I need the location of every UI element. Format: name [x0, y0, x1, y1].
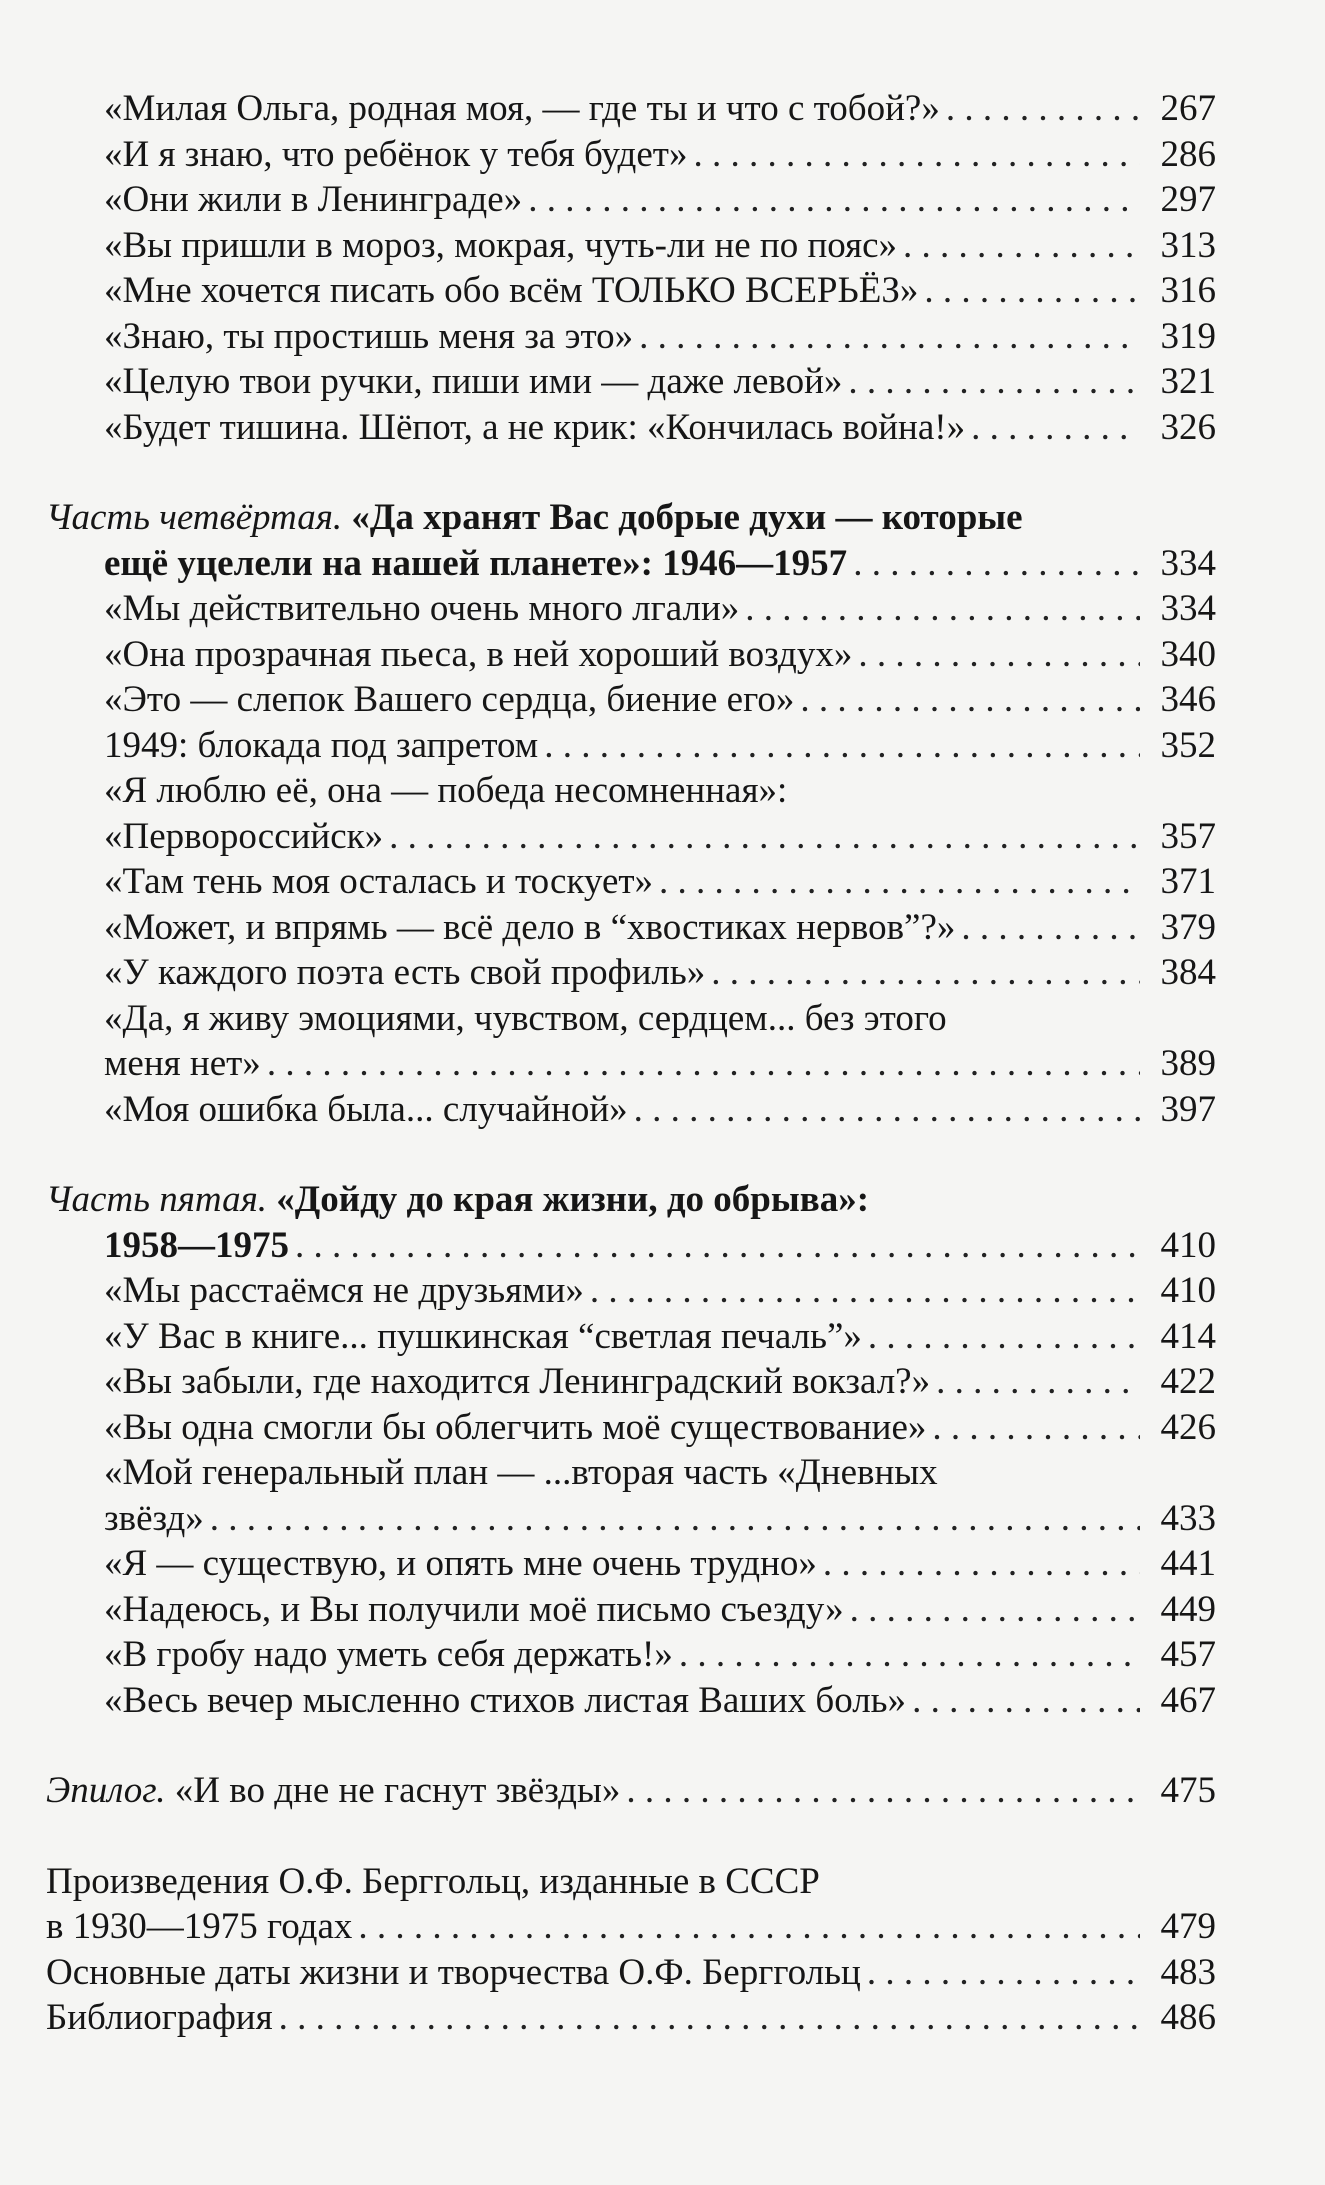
toc-entry[interactable]	[46, 1678, 1216, 1724]
entry-title: «Моя ошибка была... случайной»	[104, 1088, 628, 1130]
dot-leader	[971, 405, 1140, 451]
toc-entry[interactable]	[46, 586, 1216, 632]
page-number: 410	[1160, 1224, 1216, 1266]
toc-entry[interactable]	[46, 1314, 1216, 1360]
page-number: 267	[1160, 88, 1216, 129]
toc-entry[interactable]	[46, 859, 1216, 905]
toc-entry[interactable]	[46, 359, 1216, 405]
page-number: 422	[1160, 1361, 1216, 1402]
entry-title: «Знаю, ты простишь меня за это»	[104, 315, 634, 357]
dot-leader	[210, 1496, 1140, 1542]
dot-leader	[279, 1995, 1140, 2041]
toc-entry[interactable]	[46, 1904, 1216, 1950]
page-number: 449	[1160, 1588, 1216, 1630]
toc-entry-epilogue[interactable]	[46, 1768, 1216, 1814]
entry-title: «Вы пришли в мороз, мокрая, чуть-ли не по пояс»	[104, 224, 898, 266]
dot-leader	[848, 359, 1140, 405]
toc-entry[interactable]	[46, 1359, 1216, 1405]
toc-entry[interactable]	[46, 314, 1216, 360]
table-of-contents	[46, 86, 1216, 2041]
epilogue-label: Эпилог.	[46, 1770, 166, 1811]
toc-entry[interactable]	[46, 1041, 1216, 1087]
toc-entry[interactable]	[46, 1268, 1216, 1314]
spacer	[46, 1132, 1216, 1177]
page-number: 286	[1160, 133, 1216, 175]
entry-title: «Я люблю её, она — победа несомненная»:	[104, 770, 788, 811]
dot-leader	[389, 814, 1140, 860]
spacer	[46, 1814, 1216, 1859]
toc-entry-line[interactable]	[46, 1450, 1216, 1496]
entry-title: «Вы одна смогли бы облегчить моё существование»	[104, 1406, 927, 1448]
entry-title: «И я знаю, что ребёнок у тебя будет»	[104, 133, 688, 175]
entry-title: «Это — слепок Вашего сердца, биение его»	[104, 679, 795, 720]
part-title: ещё уцелели на нашей планете»: 1946—1957	[104, 542, 848, 584]
toc-entry[interactable]	[46, 132, 1216, 178]
page-number: 297	[1160, 179, 1216, 220]
page-number: 340	[1160, 633, 1216, 675]
entry-title: «Она прозрачная пьеса, в ней хороший воздух»	[104, 633, 853, 675]
page-number: 346	[1160, 679, 1216, 720]
toc-entry[interactable]	[46, 223, 1216, 269]
toc-entry[interactable]	[46, 1632, 1216, 1678]
dot-leader	[693, 132, 1140, 178]
dot-leader	[639, 314, 1140, 360]
part-heading-continuation[interactable]	[46, 1223, 1216, 1269]
part-label: Часть пятая.	[46, 1179, 268, 1220]
entry-title: «Милая Ольга, родная моя, — где ты и что с тобой?»	[104, 88, 940, 129]
entry-title: «Мы действительно очень много лгали»	[104, 588, 740, 629]
page-number: 326	[1160, 406, 1216, 448]
toc-entry[interactable]	[46, 1541, 1216, 1587]
entry-title: «Надеюсь, и Вы получили моё письмо съезду»	[104, 1588, 844, 1630]
dot-leader	[853, 541, 1140, 587]
entry-title: Основные даты жизни и творчества О.Ф. Берггольц	[46, 1951, 861, 1993]
entry-title: «Я — существую, и опять мне очень трудно»	[104, 1543, 817, 1584]
dot-leader	[634, 1087, 1140, 1133]
page-number: 414	[1160, 1315, 1216, 1357]
page-number: 475	[1160, 1770, 1216, 1811]
page-number: 483	[1160, 1951, 1216, 1993]
dot-leader	[932, 1405, 1140, 1451]
entry-title: в 1930—1975 годах	[46, 1906, 353, 1947]
entry-title: «Весь вечер мысленно стихов листая Ваших боль»	[104, 1679, 907, 1721]
dot-leader	[936, 1359, 1140, 1405]
page-number: 457	[1160, 1634, 1216, 1675]
toc-entry[interactable]	[46, 1496, 1216, 1542]
part-label: Часть четвёртая.	[46, 497, 343, 538]
toc-entry[interactable]	[46, 1405, 1216, 1451]
page-number: 441	[1160, 1543, 1216, 1584]
dot-leader	[903, 223, 1140, 269]
dot-leader	[823, 1541, 1140, 1587]
toc-entry[interactable]	[46, 86, 1216, 132]
part-title: «Да хранят Вас добрые духи — которые	[351, 497, 1023, 538]
entry-title: «Там тень моя осталась и тоскует»	[104, 861, 654, 902]
entry-title: «Они жили в Ленинграде»	[104, 179, 523, 220]
entry-title: «Мой генеральный план — ...вторая часть «Дневных	[104, 1452, 938, 1493]
page-number: 316	[1160, 270, 1216, 311]
toc-entry[interactable]	[46, 268, 1216, 314]
entry-title: «У Вас в книге... пушкинская “светлая печаль”»	[104, 1315, 862, 1357]
entry-title: «Да, я живу эмоциями, чувством, сердцем... без этого	[104, 997, 947, 1039]
page-number: 379	[1160, 906, 1216, 948]
toc-entry[interactable]	[46, 1950, 1216, 1996]
page-number: 486	[1160, 1997, 1216, 2038]
part-heading[interactable]	[46, 495, 1216, 541]
dot-leader	[867, 1950, 1140, 1996]
page-number: 334	[1160, 588, 1216, 629]
entry-title: «В гробу надо уметь себя держать!»	[104, 1634, 673, 1675]
toc-entry[interactable]	[46, 632, 1216, 678]
dot-leader	[295, 1223, 1140, 1269]
entry-title: Произведения О.Ф. Берггольц, изданные в СССР	[46, 1860, 820, 1902]
dot-leader	[800, 677, 1140, 723]
dot-leader	[961, 905, 1140, 951]
toc-entry[interactable]	[46, 723, 1216, 769]
toc-entry-line[interactable]	[46, 768, 1216, 814]
dot-leader	[924, 268, 1140, 314]
page-number: 426	[1160, 1406, 1216, 1448]
dot-leader	[267, 1041, 1140, 1087]
part-heading-continuation[interactable]	[46, 541, 1216, 587]
dot-leader	[912, 1678, 1140, 1724]
dot-leader	[745, 586, 1140, 632]
toc-entry[interactable]	[46, 1087, 1216, 1133]
spacer	[46, 1723, 1216, 1768]
spacer	[46, 450, 1216, 495]
toc-entry-line[interactable]	[46, 1859, 1216, 1905]
epilogue-title: «И во дне не гаснут звёзды»	[174, 1770, 621, 1811]
dot-leader	[659, 859, 1140, 905]
page-number: 313	[1160, 224, 1216, 266]
dot-leader	[946, 86, 1140, 132]
dot-leader	[868, 1314, 1140, 1360]
page-number: 371	[1160, 861, 1216, 902]
page-number: 334	[1160, 542, 1216, 584]
part-title: «Дойду до края жизни, до обрыва»:	[276, 1179, 870, 1220]
part-heading[interactable]	[46, 1177, 1216, 1223]
entry-title: «Мы расстаёмся не друзьями»	[104, 1270, 584, 1311]
page-number: 357	[1160, 815, 1216, 857]
dot-leader	[679, 1632, 1140, 1678]
dot-leader	[590, 1268, 1140, 1314]
entry-title: «Может, и впрямь — всё дело в “хвостиках нервов”?»	[104, 906, 956, 948]
toc-entry-line[interactable]	[46, 996, 1216, 1042]
toc-entry[interactable]	[46, 1995, 1216, 2041]
entry-title: 1949: блокада под запретом	[104, 724, 539, 766]
entry-title: «Будет тишина. Шёпот, а не крик: «Кончилась война!»	[104, 406, 966, 448]
dot-leader	[528, 177, 1140, 223]
toc-entry[interactable]	[46, 177, 1216, 223]
page-number: 433	[1160, 1497, 1216, 1539]
entry-title: «Перворосcийск»	[104, 815, 384, 857]
page-number: 321	[1160, 361, 1216, 402]
page-number: 479	[1160, 1906, 1216, 1947]
dot-leader	[626, 1768, 1140, 1814]
entry-title: «У каждого поэта есть свой профиль»	[104, 952, 706, 993]
page-number: 410	[1160, 1270, 1216, 1311]
toc-entry[interactable]	[46, 677, 1216, 723]
toc-entry[interactable]	[46, 905, 1216, 951]
entry-title: Библиография	[46, 1997, 273, 2038]
entry-title: звёзд»	[104, 1497, 204, 1539]
page-number: 319	[1160, 315, 1216, 357]
entry-title: «Вы забыли, где находится Ленинградский вокзал?»	[104, 1361, 931, 1402]
part-title: 1958—1975	[104, 1224, 289, 1266]
entry-title: «Целую твои ручки, пиши ими — даже левой»	[104, 361, 843, 402]
entry-title	[46, 1768, 620, 1814]
toc-entry[interactable]	[46, 1587, 1216, 1633]
toc-entry[interactable]	[46, 950, 1216, 996]
page-number: 467	[1160, 1679, 1216, 1721]
dot-leader	[711, 950, 1140, 996]
toc-entry[interactable]	[46, 814, 1216, 860]
dot-leader	[858, 632, 1140, 678]
entry-title: «Мне хочется писать обо всём ТОЛЬКО ВСЕРЬЁЗ»	[104, 270, 919, 311]
page-number: 352	[1160, 724, 1216, 766]
dot-leader	[358, 1904, 1140, 1950]
entry-title: меня нет»	[104, 1043, 261, 1084]
page-number: 397	[1160, 1088, 1216, 1130]
dot-leader	[850, 1587, 1140, 1633]
page-number: 384	[1160, 952, 1216, 993]
dot-leader	[544, 723, 1140, 769]
page-number: 389	[1160, 1043, 1216, 1084]
toc-entry[interactable]	[46, 405, 1216, 451]
